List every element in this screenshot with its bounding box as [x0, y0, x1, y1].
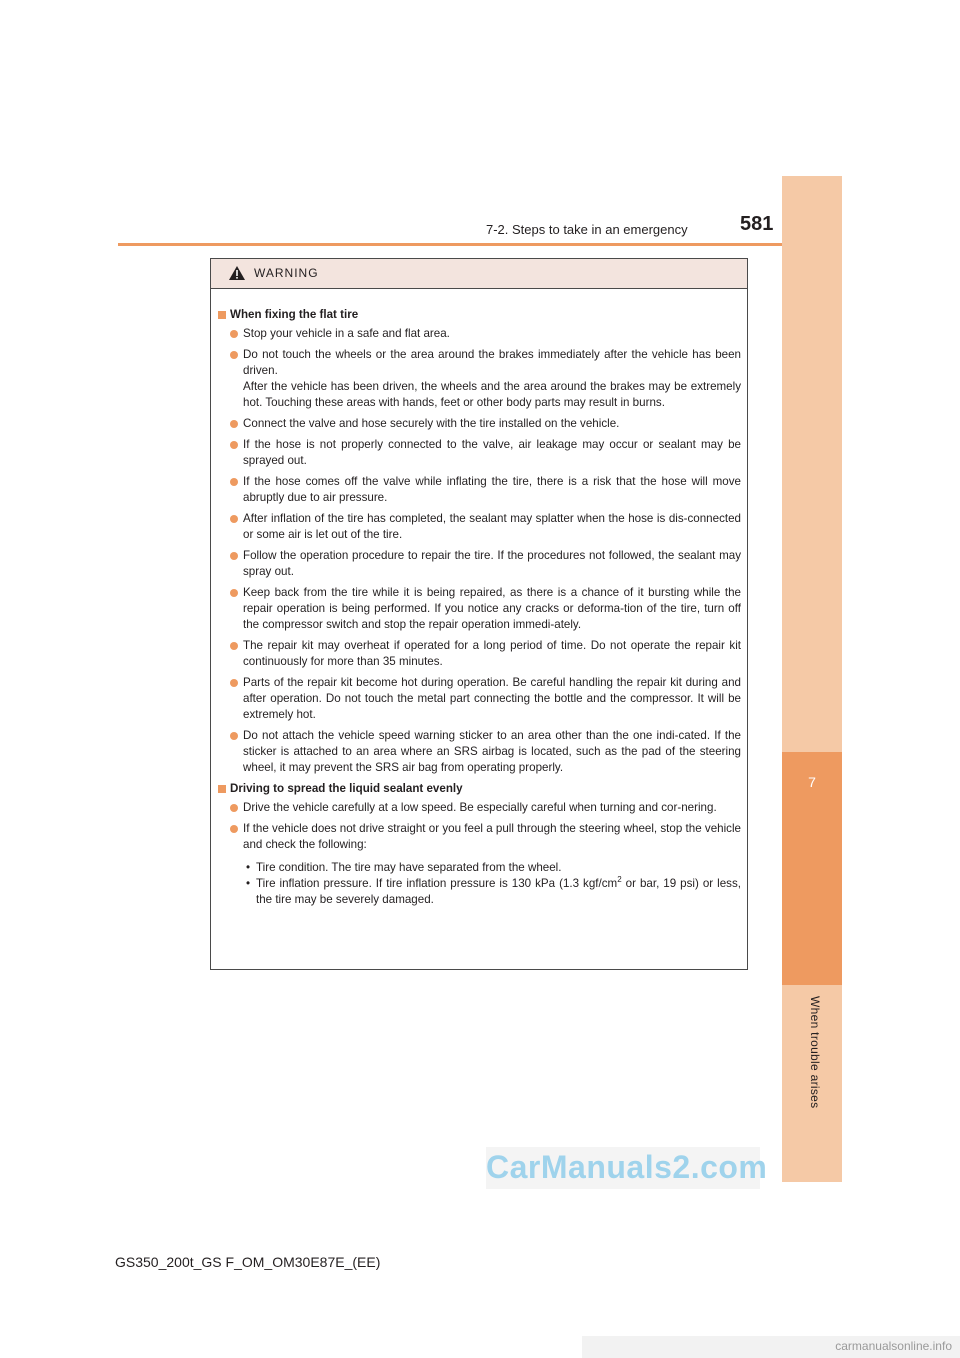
warning-bullet-item: [218, 585, 741, 633]
warning-section-heading: [218, 307, 741, 323]
sub-item-text: Tire condition. The tire may have separated from the wheel.: [256, 861, 562, 874]
warning-bullet-item: [218, 326, 741, 342]
site-watermark-text: carmanualsonline.info: [835, 1339, 952, 1353]
square-bullet-icon: [218, 311, 226, 319]
circle-bullet-icon: [230, 552, 238, 560]
sub-item-text: Tire inflation pressure. If tire inflation pressure is 130 kPa (1.3 kgf/cm: [256, 877, 618, 890]
chapter-number: 7: [808, 774, 816, 790]
circle-bullet-icon: [230, 642, 238, 650]
bullet-text: Keep back from the tire while it is being repaired, as there is a chance of it bursting while the repair operation is being performed. If you notice any cracks or deforma-tion of the tire, turn off the compressor switch and stop the repair operation immedi-ately.: [243, 586, 741, 631]
circle-bullet-icon: [230, 804, 238, 812]
warning-bullet-item: [218, 675, 741, 723]
bullet-text: After inflation of the tire has completed, the sealant may splatter when the hose is dis-connected or some air is let out of the tire.: [243, 512, 741, 541]
sub-item: [243, 876, 741, 908]
watermark-box: [486, 1147, 768, 1189]
warning-bullet-item: [218, 474, 741, 506]
circle-bullet-icon: [230, 589, 238, 597]
bullet-text: Follow the operation procedure to repair the tire. If the procedures not followed, the sealant may spray out.: [243, 549, 741, 578]
bullet-text: If the hose comes off the valve while inflating the tire, there is a risk that the hose will move abruptly due to air pressure.: [243, 475, 741, 504]
bullet-text: Drive the vehicle carefully at a low speed. Be especially careful when turning and cor-nering.: [243, 801, 717, 814]
warning-bullet-item: [218, 511, 741, 543]
bullet-text: Parts of the repair kit become hot during operation. Be careful handling the repair kit during and after operation. Do not touch the metal part connecting the bottle and the compressor. It will be extremely hot.: [243, 676, 741, 721]
circle-bullet-icon: [230, 732, 238, 740]
chapter-side-tab: [782, 176, 842, 1182]
warning-bullet-item: [218, 548, 741, 580]
warning-triangle-icon: [228, 265, 246, 281]
sub-item-text-cont: or bar, 19 psi) or less, the tire may be severely damaged.: [256, 877, 741, 906]
square-bullet-icon: [218, 785, 226, 793]
bullet-text: If the vehicle does not drive straight or you feel a pull through the steering wheel, stop the vehicle and check the following:: [243, 822, 741, 851]
sub-item-marker: •: [246, 861, 251, 874]
section-heading-text: Driving to spread the liquid sealant evenly: [230, 782, 463, 795]
circle-bullet-icon: [230, 441, 238, 449]
circle-bullet-icon: [230, 420, 238, 428]
bullet-text: Do not touch the wheels or the area around the brakes immediately after the vehicle has been driven.: [243, 348, 741, 377]
circle-bullet-icon: [230, 825, 238, 833]
bullet-text: Stop your vehicle in a safe and flat area.: [243, 327, 450, 340]
warning-bullet-item: [218, 347, 741, 411]
document-code: GS350_200t_GS F_OM_OM30E87E_(EE): [115, 1254, 381, 1270]
warning-bullet-item: [218, 728, 741, 776]
site-watermark: [582, 1336, 960, 1358]
bullet-text: If the hose is not properly connected to the valve, air leakage may occur or sealant may be sprayed out.: [243, 438, 741, 467]
bullet-text: Do not attach the vehicle speed warning sticker to an area other than the one indi-cated. If the sticker is attached to an area where an SRS airbag is located, such as the pad of the steering wheel, it may prevent the SRS air bag from operating properly.: [243, 729, 741, 774]
warning-header: [211, 259, 747, 289]
warning-body: [211, 289, 747, 908]
circle-bullet-icon: [230, 351, 238, 359]
circle-bullet-icon: [230, 515, 238, 523]
circle-bullet-icon: [230, 330, 238, 338]
page-number: 581: [740, 213, 774, 235]
circle-bullet-icon: [230, 478, 238, 486]
superscript: 2: [617, 875, 622, 885]
warning-bullet-item: [218, 416, 741, 432]
chapter-title: When trouble arises: [808, 996, 822, 1109]
warning-bullet-item: [218, 638, 741, 670]
header-rule: [118, 243, 782, 246]
warning-bullet-item: [218, 437, 741, 469]
sub-item: [243, 860, 741, 876]
sub-item-marker: •: [246, 877, 251, 890]
warning-bullet-item: [218, 800, 741, 816]
warning-section-heading: [218, 781, 741, 797]
warning-box: [210, 258, 748, 970]
bullet-text: The repair kit may overheat if operated for a long period of time. Do not operate the repair kit continuously for more than 35 minutes.: [243, 639, 741, 668]
section-heading-text: When fixing the flat tire: [230, 308, 359, 321]
bullet-text: After the vehicle has been driven, the wheels and the area around the brakes may be extremely hot. Touching these areas with hands, feet or other body parts may result in burns.: [243, 380, 741, 409]
bullet-text: Connect the valve and hose securely with the tire installed on the vehicle.: [243, 417, 620, 430]
warning-title: WARNING: [254, 266, 319, 280]
section-title: 7-2. Steps to take in an emergency: [486, 222, 688, 237]
circle-bullet-icon: [230, 679, 238, 687]
warning-bullet-item: [218, 821, 741, 908]
watermark-text: CarManuals2.com: [486, 1149, 768, 1185]
